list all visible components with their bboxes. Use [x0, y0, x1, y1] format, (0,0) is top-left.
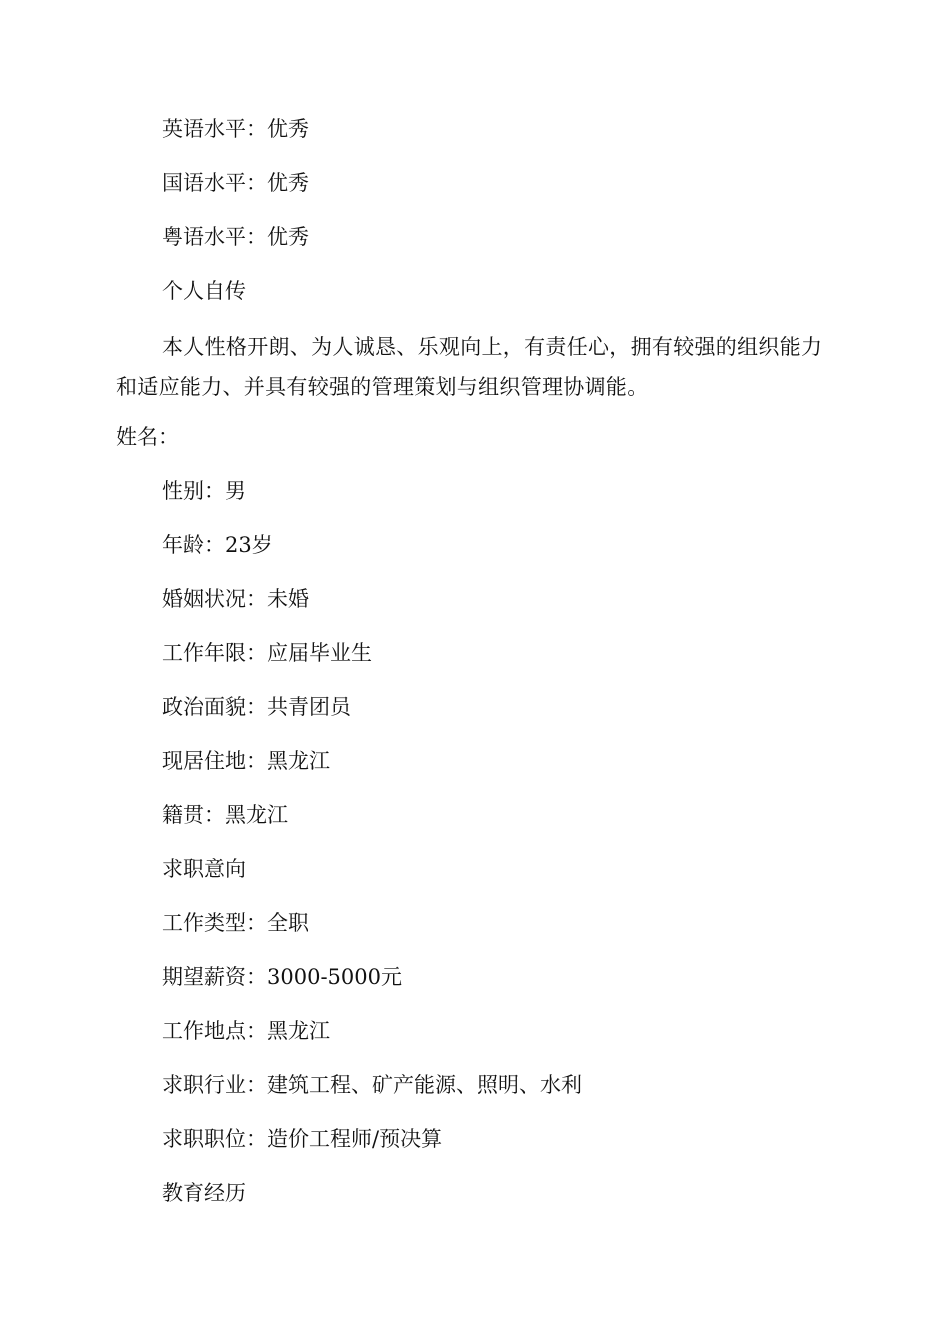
marital-status: 婚姻状况：未婚: [162, 587, 309, 611]
self-intro-paragraph: 本人性格开朗、为人诚恳、乐观向上，有责任心，拥有较强的组织能力和适应能力、并具有较强的管理策划与组织管理协调能。: [116, 335, 823, 399]
job-type: 工作类型：全职: [162, 911, 309, 935]
name-label: 姓名：: [116, 425, 179, 449]
mandarin-level: 国语水平：优秀: [162, 171, 309, 195]
gender: 性别：男: [162, 479, 246, 503]
education-heading: 教育经历: [162, 1181, 246, 1205]
position: 求职职位：造价工程师/预决算: [162, 1127, 443, 1151]
political-status: 政治面貌：共青团员: [162, 695, 351, 719]
age: 年龄：23岁: [162, 533, 273, 557]
native-place: 籍贯：黑龙江: [162, 803, 288, 827]
expected-salary: 期望薪资：3000-5000元: [162, 965, 402, 989]
english-level: 英语水平：优秀: [162, 117, 309, 141]
work-location: 工作地点：黑龙江: [162, 1019, 330, 1043]
industry: 求职行业：建筑工程、矿产能源、照明、水利: [162, 1073, 582, 1097]
cantonese-level: 粤语水平：优秀: [162, 225, 309, 249]
self-intro-heading: 个人自传: [162, 279, 246, 303]
work-years: 工作年限：应届毕业生: [162, 641, 372, 665]
current-residence: 现居住地：黑龙江: [162, 749, 330, 773]
job-intention-heading: 求职意向: [162, 857, 246, 881]
